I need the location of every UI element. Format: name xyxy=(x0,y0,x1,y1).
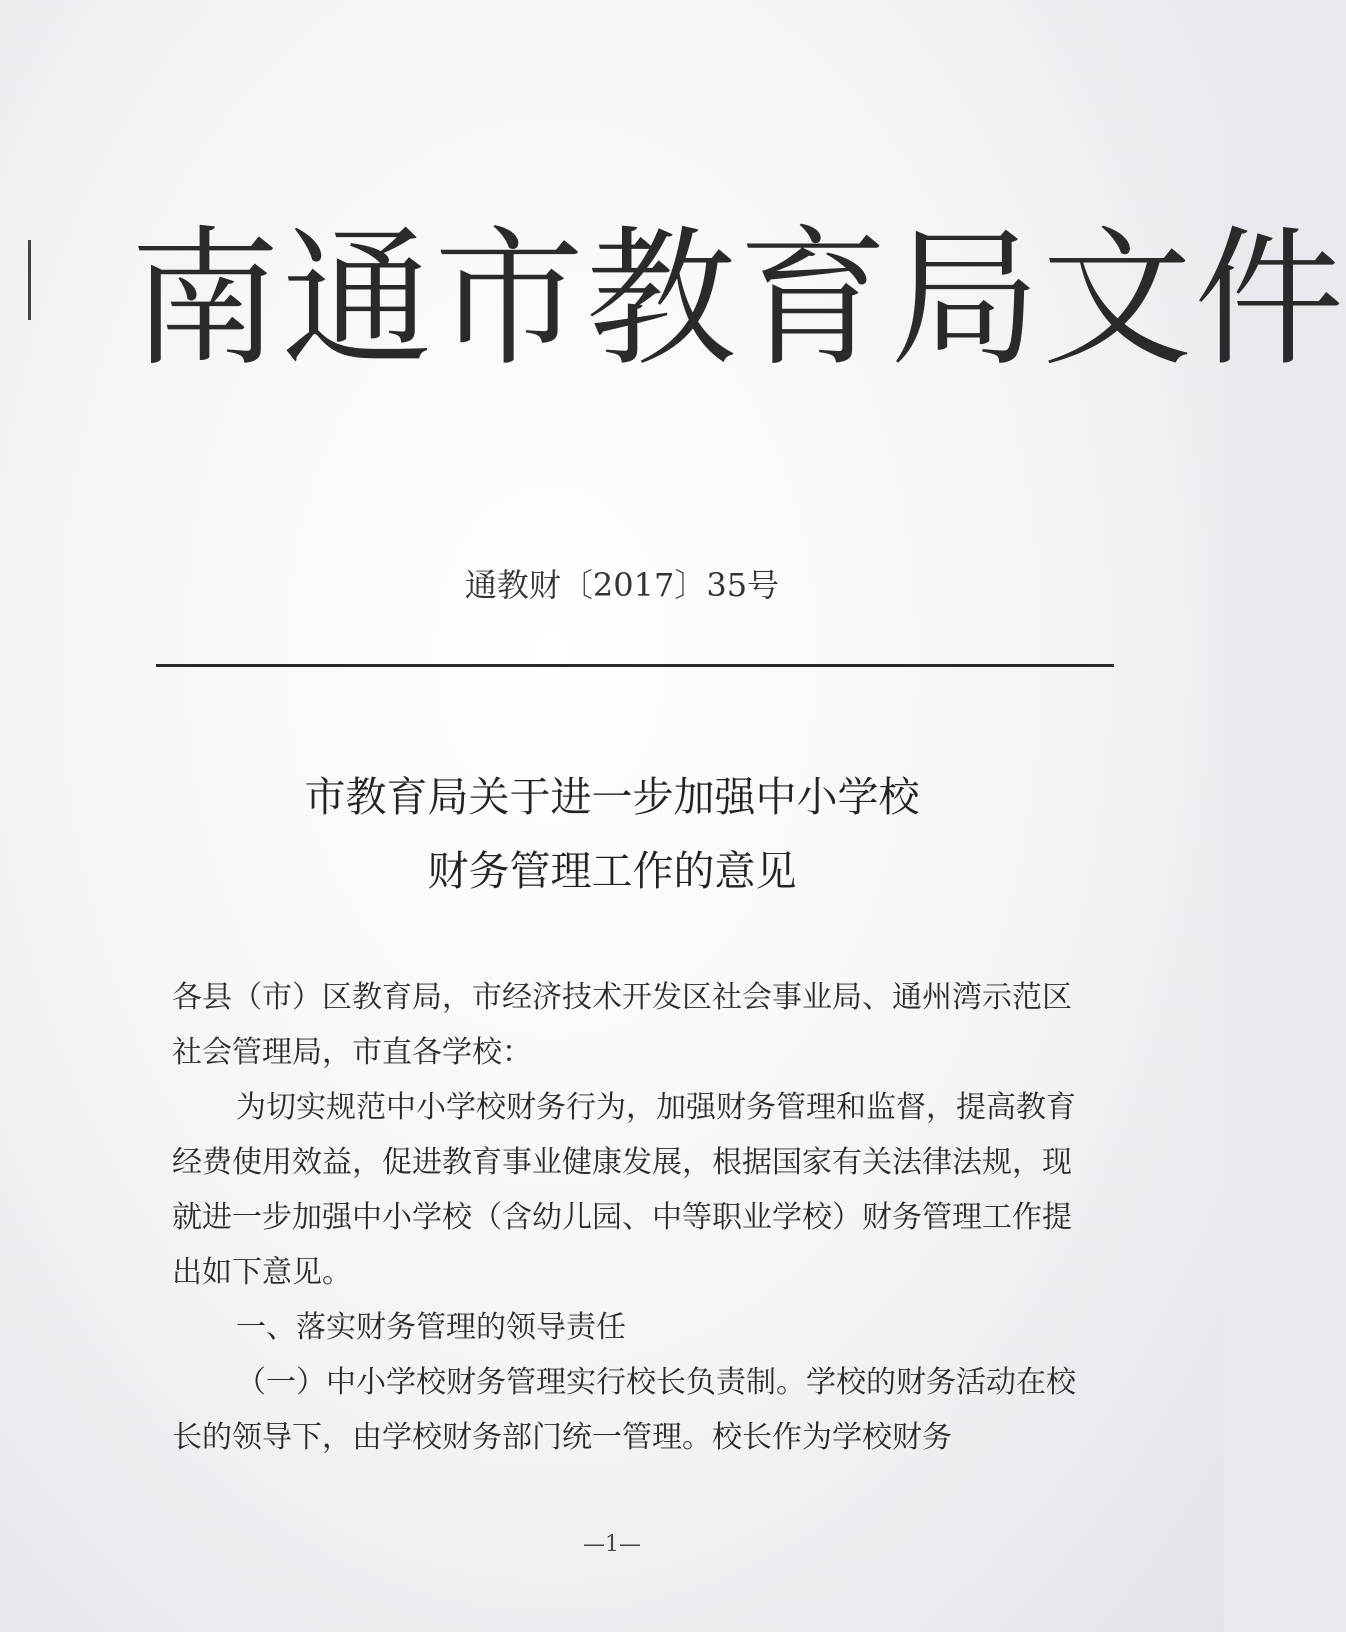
document-title-line-1: 市教育局关于进一步加强中小学校 xyxy=(304,773,920,821)
document-number: 通教财〔2017〕35号 xyxy=(464,566,780,604)
document-title-line-2: 财务管理工作的意见 xyxy=(427,847,797,895)
page-number: —1— xyxy=(583,1532,641,1557)
intro-paragraph: 为切实规范中小学校财务行为，加强财务管理和监督，提高教育经费使用效益，促进教育事业健康发展，根据国家有关法律法规，现就进一步加强中小学校（含幼儿园、中等职业学校）财务管理工作提出如下意见。 xyxy=(172,1090,1076,1290)
header-divider xyxy=(156,664,1114,667)
section-heading: 一、落实财务管理的领导责任 xyxy=(236,1310,626,1345)
addressee-paragraph: 各县（市）区教育局，市经济技术开发区社会事业局、通州湾示范区社会管理局，市直各学校： xyxy=(172,980,1072,1070)
document-title xyxy=(0,760,1224,908)
binding-mark xyxy=(28,240,31,320)
section-item-paragraph: （一）中小学校财务管理实行校长负责制。学校的财务活动在校长的领导下，由学校财务部门统一管理。校长作为学校财务 xyxy=(172,1365,1076,1455)
document-body xyxy=(172,970,1092,1465)
document-header-title: 南通市教育局文件 xyxy=(130,213,1346,387)
